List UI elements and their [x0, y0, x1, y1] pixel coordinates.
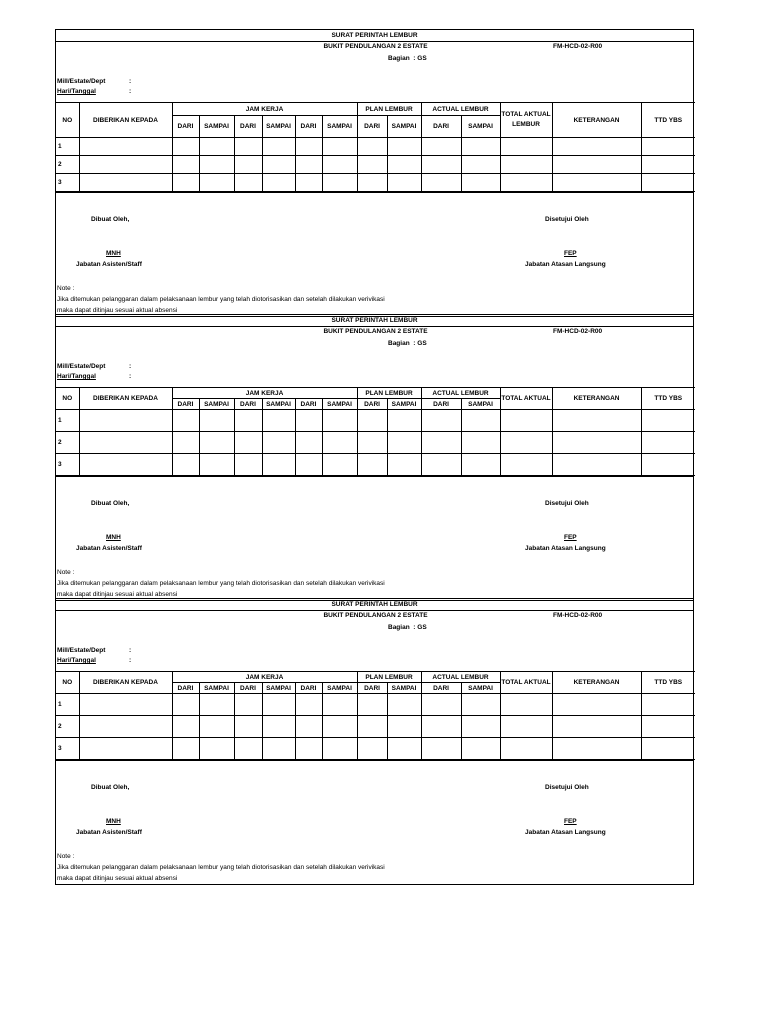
row-number: 3 — [56, 738, 79, 760]
sub-header-sampai: SAMPAI — [262, 116, 295, 138]
signer-right-title: Jabatan Atasan Langsung — [525, 545, 606, 552]
header-diberikan-kepada: DIBERIKAN KEPADA — [79, 103, 172, 138]
note-line-1: Jika ditemukan pelanggaran dalam pelaksanaan lembur yang telah diotorisasikan dan setelah dilakukan verivikasi — [57, 296, 385, 303]
header-no: NO — [56, 388, 79, 410]
table-row — [56, 156, 695, 174]
header-diberikan-kepada: DIBERIKAN KEPADA — [79, 388, 172, 410]
note-line-1: Jika ditemukan pelanggaran dalam pelaksanaan lembur yang telah diotorisasikan dan setelah dilakukan verivikasi — [57, 864, 385, 871]
signer-left-title: Jabatan Asisten/Staff — [76, 261, 142, 268]
sub-header-sampai: SAMPAI — [322, 116, 357, 138]
row-number: 3 — [56, 174, 79, 192]
bagian-label: Bagian — [388, 55, 410, 62]
sub-header-dari: DARI — [172, 399, 199, 410]
row-number: 2 — [56, 716, 79, 738]
sub-header-dari: DARI — [357, 116, 387, 138]
note-section — [56, 851, 693, 884]
bagian-field — [388, 624, 427, 631]
hari-tanggal-field — [57, 373, 132, 380]
signer-left-title: Jabatan Asisten/Staff — [76, 545, 142, 552]
sub-header-sampai: SAMPAI — [387, 683, 421, 694]
sub-header-dari: DARI — [421, 399, 461, 410]
signer-left-name: MNH — [106, 534, 121, 541]
sub-header-dari: DARI — [421, 683, 461, 694]
row-number: 1 — [56, 138, 79, 156]
row-number: 2 — [56, 432, 79, 454]
hari-label: Hari/Tanggal — [57, 88, 96, 95]
header-plan-lembur: PLAN LEMBUR — [357, 103, 421, 116]
hari-colon: : — [129, 657, 132, 664]
header-actual-lembur: ACTUAL LEMBUR — [421, 672, 500, 683]
note-line-2: maka dapat ditinjau sesuai aktual absensi — [57, 307, 178, 314]
table-row — [56, 694, 695, 716]
dibuat-oleh: Dibuat Oleh, — [91, 500, 130, 507]
signer-left-title: Jabatan Asisten/Staff — [76, 829, 142, 836]
header-total-aktual: TOTAL AKTUAL — [500, 388, 552, 410]
bagian-label: Bagian — [388, 340, 410, 347]
form-title: SURAT PERINTAH LEMBUR — [56, 599, 693, 611]
bagian-field — [388, 340, 427, 347]
note-line-1: Jika ditemukan pelanggaran dalam pelaksanaan lembur yang telah diotorisasikan dan setelah dilakukan verivikasi — [57, 580, 385, 587]
table-row — [56, 174, 695, 192]
hari-tanggal-field — [57, 88, 132, 95]
header-total-aktual: TOTAL AKTUAL LEMBUR — [500, 103, 552, 138]
sub-header-sampai: SAMPAI — [322, 683, 357, 694]
header-actual-lembur: ACTUAL LEMBUR — [421, 388, 500, 399]
signer-right-title: Jabatan Atasan Langsung — [525, 261, 606, 268]
form-header — [56, 42, 693, 102]
estate-name: BUKIT PENDULANGAN 2 ESTATE — [323, 612, 428, 619]
bagian-value: : GS — [413, 55, 427, 62]
signer-right-title: Jabatan Atasan Langsung — [525, 829, 606, 836]
sub-header-sampai: SAMPAI — [322, 399, 357, 410]
header-diberikan-kepada: DIBERIKAN KEPADA — [79, 672, 172, 694]
sub-header-dari: DARI — [234, 116, 262, 138]
mill-estate-dept-field — [57, 647, 132, 654]
disetujui-oleh: Disetujui Oleh — [545, 784, 589, 791]
note-label: Note : — [57, 285, 75, 292]
dibuat-oleh: Dibuat Oleh, — [91, 784, 130, 791]
sub-header-dari: DARI — [357, 399, 387, 410]
form-code: FM-HCD-02-R00 — [553, 612, 603, 619]
mill-label: Mill/Estate/Dept — [57, 647, 106, 654]
sub-header-sampai: SAMPAI — [461, 683, 500, 694]
sub-header-dari: DARI — [234, 683, 262, 694]
table-row — [56, 432, 695, 454]
hari-colon: : — [129, 88, 132, 95]
sub-header-dari: DARI — [172, 683, 199, 694]
note-line-2: maka dapat ditinjau sesuai aktual absensi — [57, 875, 178, 882]
note-line-2: maka dapat ditinjau sesuai aktual absensi — [57, 591, 178, 598]
sub-header-dari: DARI — [357, 683, 387, 694]
note-label: Note : — [57, 853, 75, 860]
mill-estate-dept-field — [57, 363, 132, 370]
hari-tanggal-field — [57, 657, 132, 664]
sub-header-dari: DARI — [295, 683, 322, 694]
row-number: 3 — [56, 454, 79, 476]
form-header — [56, 327, 693, 387]
form-code: FM-HCD-02-R00 — [553, 328, 603, 335]
sub-header-sampai: SAMPAI — [199, 116, 234, 138]
header-keterangan: KETERANGAN — [552, 388, 641, 410]
bagian-value: : GS — [413, 340, 427, 347]
header-plan-lembur: PLAN LEMBUR — [357, 388, 421, 399]
sub-header-sampai: SAMPAI — [262, 399, 295, 410]
signer-left-name: MNH — [106, 818, 121, 825]
disetujui-oleh: Disetujui Oleh — [545, 500, 589, 507]
header-ttd-ybs: TTD YBS — [641, 672, 695, 694]
overtime-form-2 — [55, 314, 694, 601]
header-jam-kerja: JAM KERJA — [172, 103, 357, 116]
signer-right-name: FEP — [564, 250, 577, 257]
header-actual-lembur: ACTUAL LEMBUR — [421, 103, 500, 116]
signer-left-name: MNH — [106, 250, 121, 257]
sub-header-sampai: SAMPAI — [199, 399, 234, 410]
header-no: NO — [56, 672, 79, 694]
row-number: 1 — [56, 410, 79, 432]
sub-header-sampai: SAMPAI — [387, 399, 421, 410]
row-number: 2 — [56, 156, 79, 174]
sub-header-sampai: SAMPAI — [461, 116, 500, 138]
sub-header-sampai: SAMPAI — [461, 399, 500, 410]
form-header — [56, 611, 693, 671]
table-row — [56, 738, 695, 760]
sub-header-sampai: SAMPAI — [199, 683, 234, 694]
signature-section — [56, 192, 693, 283]
signature-section — [56, 760, 693, 851]
hari-colon: : — [129, 373, 132, 380]
dibuat-oleh: Dibuat Oleh, — [91, 216, 130, 223]
header-no: NO — [56, 103, 79, 138]
mill-colon: : — [129, 363, 132, 370]
mill-label: Mill/Estate/Dept — [57, 78, 106, 85]
hari-label: Hari/Tanggal — [57, 657, 96, 664]
table-row — [56, 138, 695, 156]
mill-colon: : — [129, 78, 132, 85]
sub-header-dari: DARI — [234, 399, 262, 410]
header-ttd-ybs: TTD YBS — [641, 388, 695, 410]
mill-colon: : — [129, 647, 132, 654]
row-number: 1 — [56, 694, 79, 716]
header-keterangan: KETERANGAN — [552, 103, 641, 138]
note-label: Note : — [57, 569, 75, 576]
header-ttd-ybs: TTD YBS — [641, 103, 695, 138]
sub-header-sampai: SAMPAI — [262, 683, 295, 694]
bagian-field — [388, 55, 427, 62]
sub-header-dari: DARI — [421, 116, 461, 138]
table-row — [56, 454, 695, 476]
note-section — [56, 567, 693, 600]
estate-name: BUKIT PENDULANGAN 2 ESTATE — [323, 328, 428, 335]
form-title: SURAT PERINTAH LEMBUR — [56, 30, 693, 42]
bagian-label: Bagian — [388, 624, 410, 631]
sub-header-dari: DARI — [295, 116, 322, 138]
overtime-form-3 — [55, 598, 694, 885]
hari-label: Hari/Tanggal — [57, 373, 96, 380]
table-row — [56, 716, 695, 738]
sub-header-dari: DARI — [295, 399, 322, 410]
sub-header-dari: DARI — [172, 116, 199, 138]
header-keterangan: KETERANGAN — [552, 672, 641, 694]
note-section — [56, 283, 693, 316]
signature-section — [56, 476, 693, 567]
form-code: FM-HCD-02-R00 — [553, 43, 603, 50]
overtime-table — [56, 387, 695, 476]
overtime-table — [56, 102, 695, 192]
overtime-table — [56, 671, 695, 760]
mill-label: Mill/Estate/Dept — [57, 363, 106, 370]
overtime-form-1 — [55, 29, 694, 317]
form-title: SURAT PERINTAH LEMBUR — [56, 315, 693, 327]
bagian-value: : GS — [413, 624, 427, 631]
signer-right-name: FEP — [564, 534, 577, 541]
header-jam-kerja: JAM KERJA — [172, 388, 357, 399]
header-total-aktual: TOTAL AKTUAL — [500, 672, 552, 694]
signer-right-name: FEP — [564, 818, 577, 825]
disetujui-oleh: Disetujui Oleh — [545, 216, 589, 223]
header-jam-kerja: JAM KERJA — [172, 672, 357, 683]
mill-estate-dept-field — [57, 78, 132, 85]
estate-name: BUKIT PENDULANGAN 2 ESTATE — [323, 43, 428, 50]
table-row — [56, 410, 695, 432]
header-plan-lembur: PLAN LEMBUR — [357, 672, 421, 683]
sub-header-sampai: SAMPAI — [387, 116, 421, 138]
